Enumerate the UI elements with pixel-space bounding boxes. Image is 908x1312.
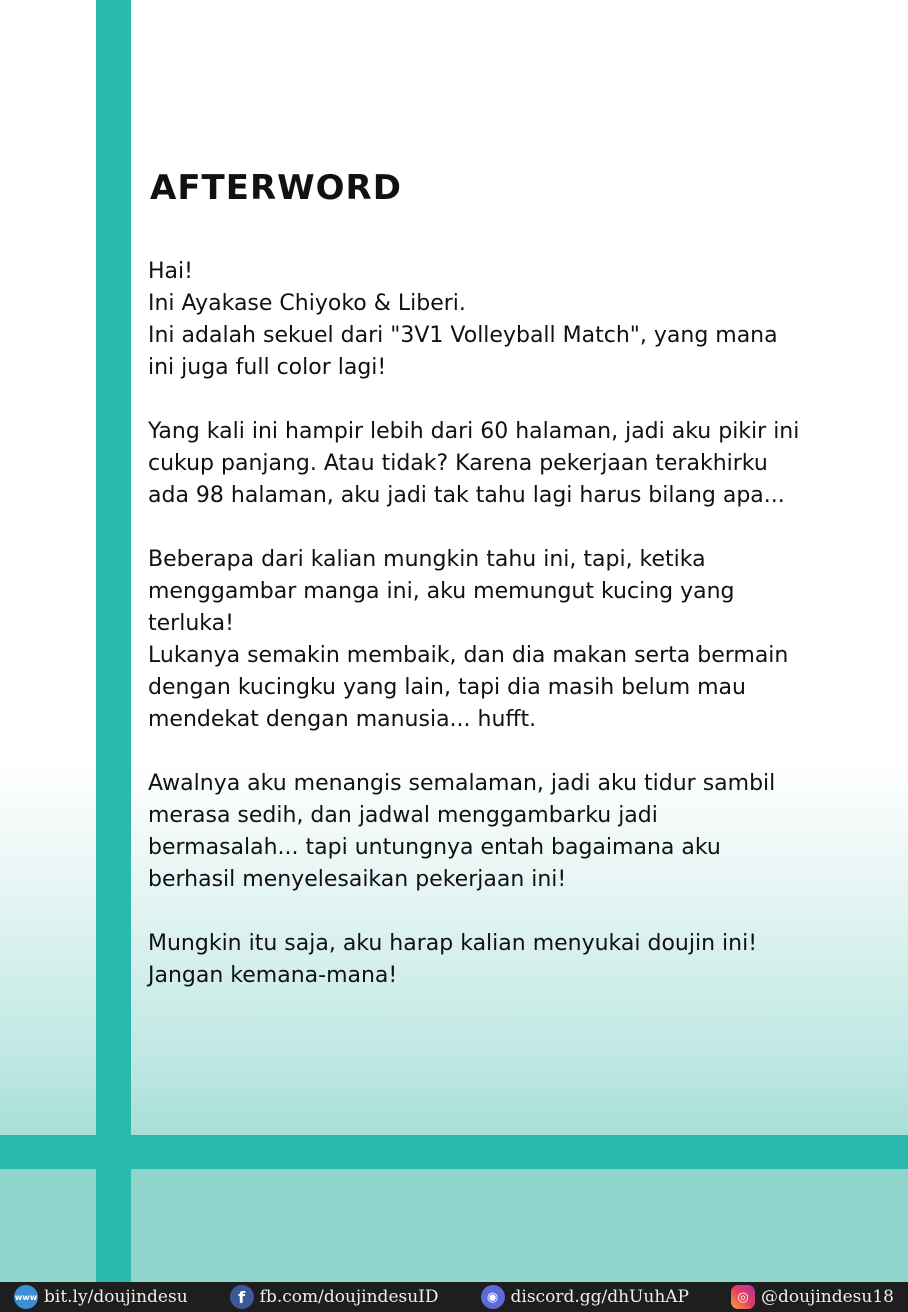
text-line: Ini adalah sekuel dari "3V1 Volleyball Match", yang mana <box>148 323 778 348</box>
instagram-icon: ◎ <box>731 1285 755 1309</box>
horizontal-stripe <box>0 1135 908 1169</box>
afterword-body <box>148 256 848 1024</box>
text-line: Mungkin itu saja, aku harap kalian menyukai doujin ini! <box>148 931 758 956</box>
text-line: Jangan kemana-mana! <box>148 963 398 988</box>
text-line: dengan kucingku yang lain, tapi dia masih belum mau <box>148 675 746 700</box>
text-line: menggambar manga ini, aku memungut kucing yang <box>148 579 735 604</box>
footer-website-link[interactable] <box>14 1285 188 1309</box>
globe-icon: www <box>14 1285 38 1309</box>
footer-discord-text: discord.gg/dhUuhAP <box>510 1287 689 1307</box>
text-line: terluka! <box>148 611 234 636</box>
facebook-icon: f <box>230 1285 254 1309</box>
paragraph <box>148 416 848 512</box>
text-line: merasa sedih, dan jadwal menggambarku jadi <box>148 803 658 828</box>
text-line: Yang kali ini hampir lebih dari 60 halaman, jadi aku pikir ini <box>148 419 800 444</box>
paragraph <box>148 928 848 992</box>
text-line: mendekat dengan manusia... hufft. <box>148 707 537 732</box>
text-line: ada 98 halaman, aku jadi tak tahu lagi harus bilang apa... <box>148 483 785 508</box>
text-line: berhasil menyelesaikan pekerjaan ini! <box>148 867 567 892</box>
footer-website-text: bit.ly/doujindesu <box>44 1287 188 1307</box>
footer-instagram-link[interactable] <box>731 1285 894 1309</box>
text-line: Ini Ayakase Chiyoko & Liberi. <box>148 291 466 316</box>
text-line: Beberapa dari kalian mungkin tahu ini, tapi, ketika <box>148 547 706 572</box>
page-title: AFTERWORD <box>150 168 402 208</box>
text-line: ini juga full color lagi! <box>148 355 387 380</box>
paragraph <box>148 768 848 896</box>
discord-icon: ◉ <box>481 1285 505 1309</box>
text-line: Lukanya semakin membaik, dan dia makan serta bermain <box>148 643 789 668</box>
paragraph <box>148 256 848 384</box>
footer-bar <box>0 1282 908 1312</box>
text-line: cukup panjang. Atau tidak? Karena pekerjaan terakhirku <box>148 451 768 476</box>
vertical-stripe-lower <box>96 1169 131 1282</box>
footer-facebook-text: fb.com/doujindesuID <box>259 1287 439 1307</box>
footer-discord-link[interactable] <box>481 1285 689 1309</box>
footer-instagram-text: @doujindesu18 <box>760 1287 894 1307</box>
paragraph <box>148 544 848 736</box>
vertical-stripe <box>96 0 131 1282</box>
lower-band <box>0 1169 908 1282</box>
text-line: Awalnya aku menangis semalaman, jadi aku tidur sambil <box>148 771 776 796</box>
text-line: bermasalah... tapi untungnya entah bagaimana aku <box>148 835 721 860</box>
text-line: Hai! <box>148 259 193 284</box>
footer-facebook-link[interactable] <box>230 1285 439 1309</box>
